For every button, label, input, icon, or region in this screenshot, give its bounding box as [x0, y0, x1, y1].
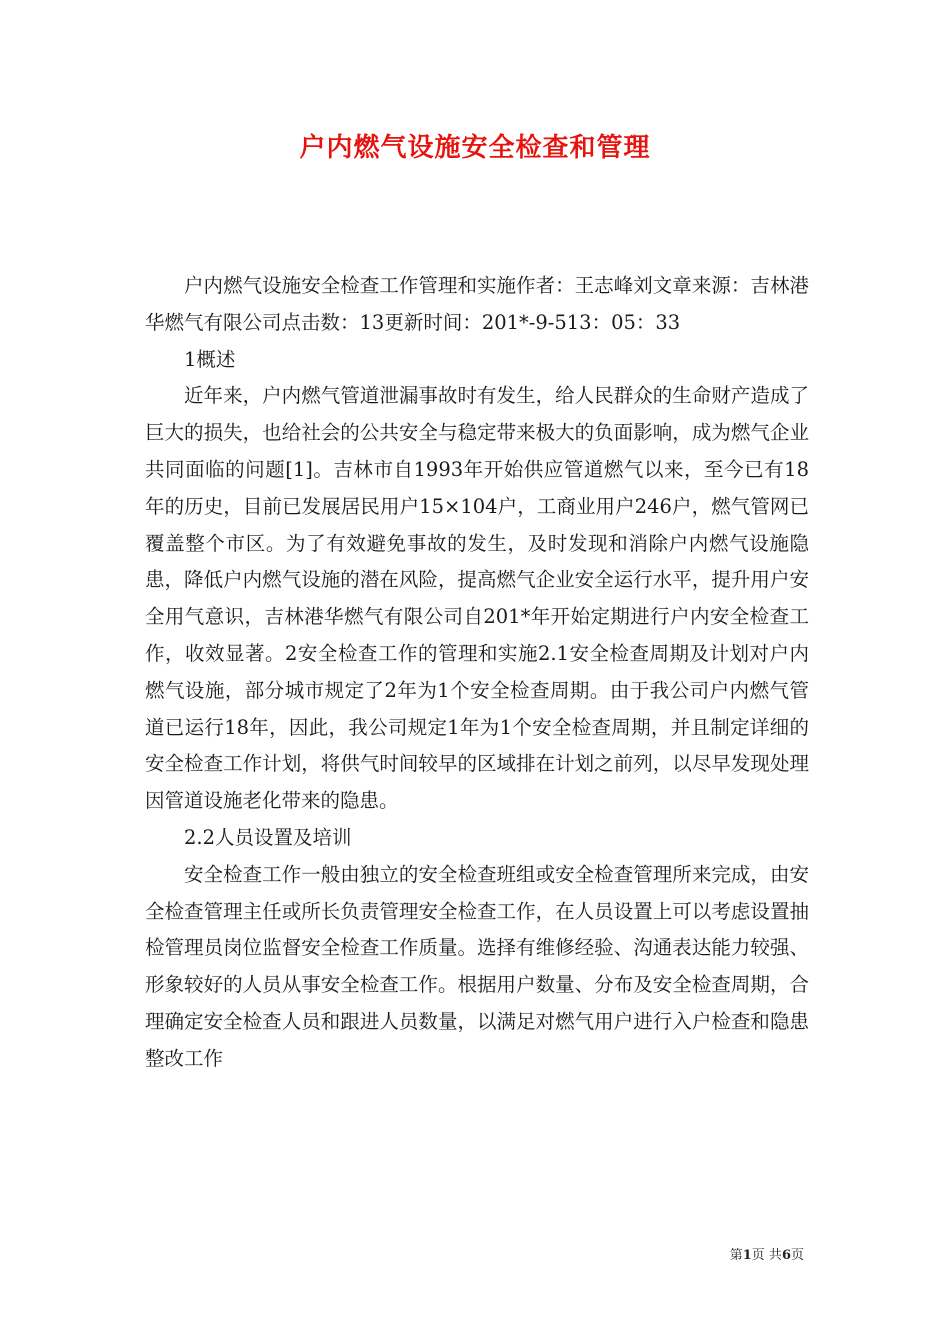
footer-total-pages: 6 [781, 1248, 791, 1263]
paragraph-meta: 户内燃气设施安全检查工作管理和实施作者：王志峰刘文章来源：吉林港华燃气有限公司点击数：13更新时间：201*-9-513：05：33 [145, 274, 809, 334]
footer-middle: 页 共 [751, 1248, 782, 1263]
page-footer [730, 1247, 804, 1265]
paragraph-staffing: 安全检查工作一般由独立的安全检查班组或安全检查管理所来完成，由安全检查管理主任或所长负责管理安全检查工作，在人员设置上可以考虑设置抽检管理员岗位监督安全检查工作质量。选择有维修经验、沟通表达能力较强、形象较好的人员从事安全检查工作。根据用户数量、分布及安全检查周期，合理确定安全检查人员和跟进人员数量，以满足对燃气用户进行入户检查和隐患整改工作 [145, 862, 809, 1070]
footer-prefix: 第 [729, 1248, 743, 1263]
paragraph-overview: 近年来，户内燃气管道泄漏事故时有发生，给人民群众的生命财产造成了巨大的损失，也给社会的公共安全与稳定带来极大的负面影响，成为燃气企业共同面临的问题[1]。吉林市自1993年开始供应管道燃气以来，至今已有18年的历史，目前已发展居民用户15×104户，工商业用户246户，燃气管网已覆盖整个市区。为了有效避免事故的发生，及时发现和消除户内燃气设施隐患，降低户内燃气设施的潜在风险，提高燃气企业安全运行水平，提升用户安全用气意识，吉林港华燃气有限公司自201*年开始定期进行户内安全检查工作，收效显著。2安全检查工作的管理和实施2.1安全检查周期及计划对户内燃气设施，部分城市规定了2年为1个安全检查周期。由于我公司户内燃气管道已运行18年，因此，我公司规定1年为1个安全检查周期，并且制定详细的安全检查工作计划，将供气时间较早的区域排在计划之前列，以尽早发现处理因管道设施老化带来的隐患。 [145, 384, 809, 813]
footer-current-page: 1 [742, 1248, 752, 1263]
document-body [145, 268, 809, 1078]
section-heading-staffing: 2.2人员设置及培训 [184, 825, 352, 849]
footer-suffix: 页 [790, 1248, 804, 1263]
document-title: 户内燃气设施安全检查和管理 [299, 133, 651, 163]
section-heading-overview: 1概述 [184, 347, 236, 371]
